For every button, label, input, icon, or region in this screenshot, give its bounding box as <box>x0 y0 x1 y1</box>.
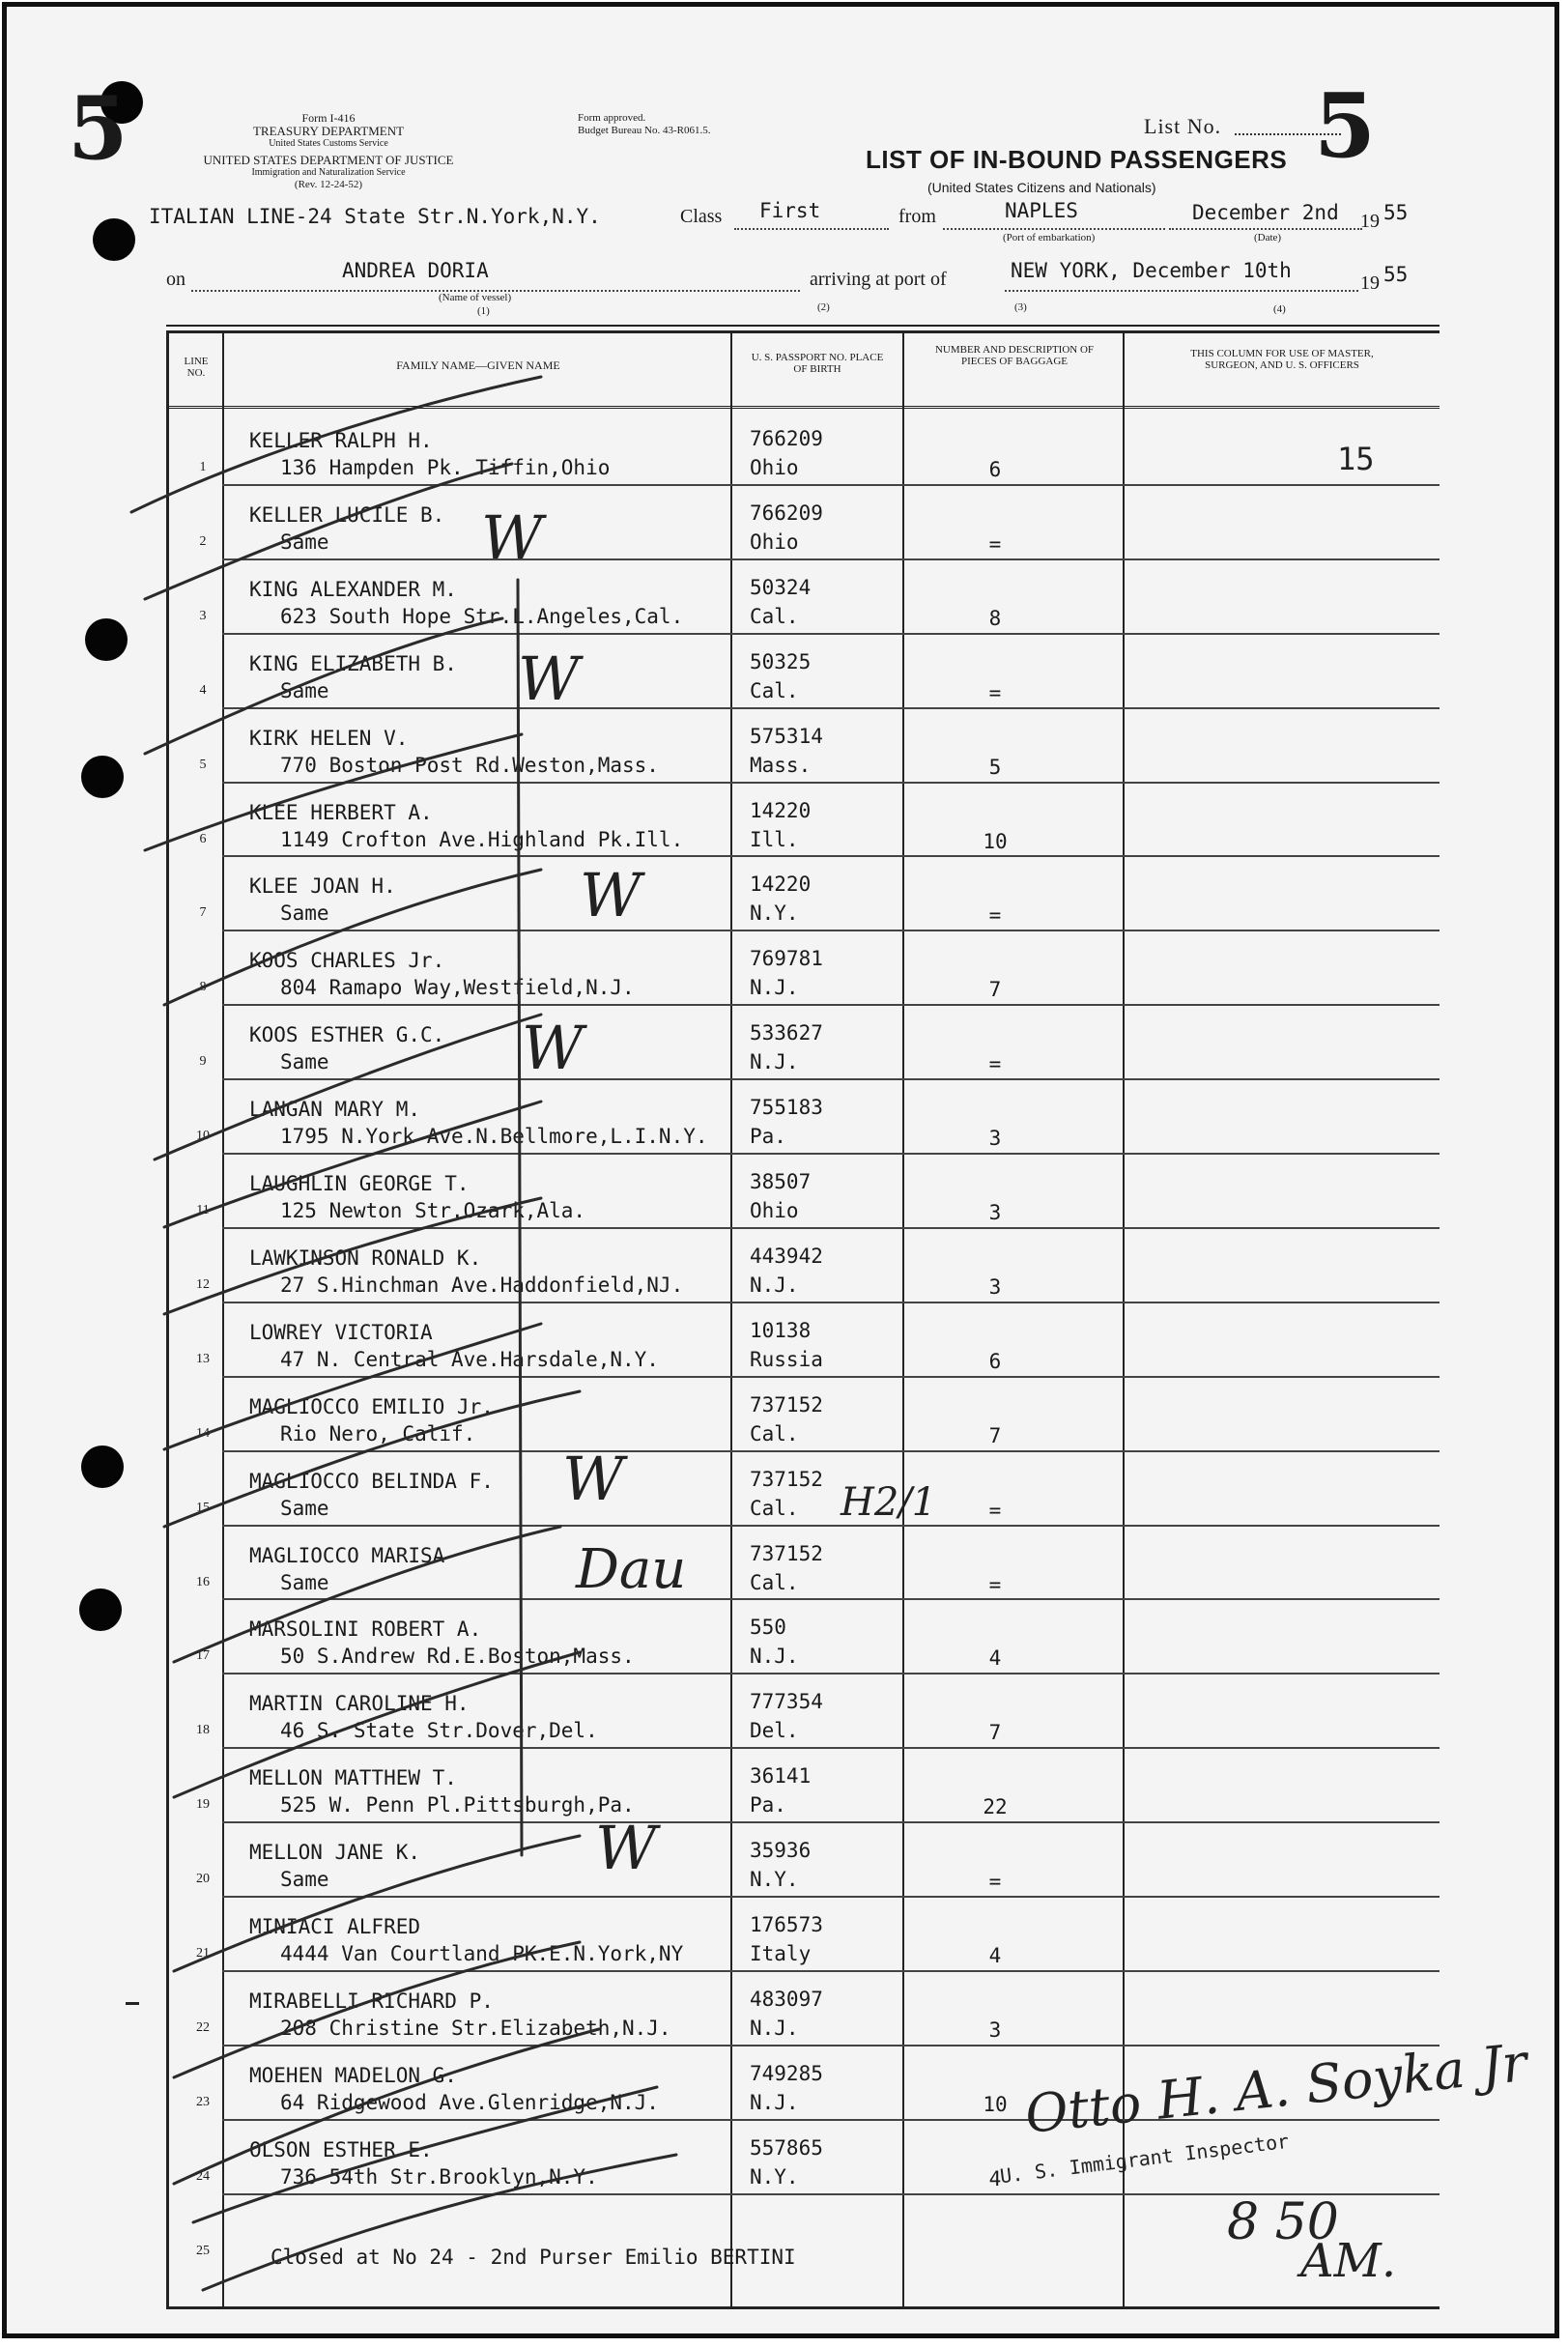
passport-number: 755183 <box>750 1096 823 1120</box>
line-number: 25 <box>196 2243 210 2258</box>
passenger-name: LAWKINSON RONALD K. <box>249 1245 482 1270</box>
passenger-address: 208 Christine Str.Elizabeth,N.J. <box>280 2016 671 2040</box>
passenger-address: 4444 Van Courtland PK.E.N.York,NY <box>280 1942 684 1965</box>
strike-stroke <box>164 1391 580 1527</box>
port-caption: (Port of embarkation) <box>1003 232 1096 243</box>
baggage-count: 3 <box>988 1201 1002 1224</box>
place-of-birth: Cal. <box>750 1496 799 1520</box>
baggage-count: 7 <box>988 1721 1002 1745</box>
passenger-address: Same <box>280 1570 329 1594</box>
passenger-address: Same <box>280 1496 329 1520</box>
arriving-label: arriving at port of <box>810 269 947 290</box>
passenger-name: MARSOLINI ROBERT A. <box>249 1617 482 1642</box>
passport-number: 766209 <box>750 501 823 525</box>
baggage-count: 6 <box>988 1349 1002 1373</box>
place-of-birth: Mass. <box>750 753 812 777</box>
date-caption: (Date) <box>1254 232 1282 243</box>
revision: (Rev. 12-24-52) <box>294 179 363 190</box>
baggage-count: = <box>988 1052 1002 1076</box>
place-of-birth: Cal. <box>750 1421 799 1445</box>
strike-stroke <box>164 1102 541 1227</box>
line-number: 22 <box>196 2019 210 2035</box>
strike-stroke <box>174 1942 580 2077</box>
line-number: 3 <box>199 608 207 623</box>
line-number: 12 <box>196 1276 210 1292</box>
passport-number: 777354 <box>750 1690 823 1714</box>
strike-stroke <box>174 1652 580 1797</box>
passport-number: 737152 <box>750 1392 823 1417</box>
place-of-birth: N.J. <box>750 1645 799 1669</box>
form-title: LIST OF IN-BOUND PASSENGERS <box>866 145 1288 174</box>
strike-stroke <box>131 377 541 512</box>
line-number: 18 <box>196 1723 210 1738</box>
passenger-address: Same <box>280 1868 329 1892</box>
ins-service: Immigration and Naturalization Service <box>251 167 406 178</box>
line-number: 9 <box>199 1054 207 1070</box>
line-number: 10 <box>196 1129 210 1144</box>
baggage-count: 7 <box>988 1423 1002 1447</box>
passport-number: 50324 <box>750 575 812 599</box>
on-label: on <box>166 269 185 290</box>
baggage-count: = <box>988 903 1002 928</box>
line-number: 4 <box>199 682 207 698</box>
vessel-caption: (Name of vessel) <box>439 292 512 303</box>
passport-number: 737152 <box>750 1467 823 1491</box>
line-number: 19 <box>196 1797 210 1813</box>
place-of-birth: Cal. <box>750 604 799 628</box>
place-of-birth: Pa. <box>750 1793 786 1817</box>
vessel-name: ANDREA DORIA <box>342 259 489 282</box>
handwritten-w: W <box>522 1013 584 1083</box>
form-approved: Form approved. <box>578 112 646 124</box>
strike-stroke <box>145 464 512 599</box>
place-of-birth: Del. <box>750 1719 799 1743</box>
handwritten-w: W <box>481 502 543 573</box>
line-number: 23 <box>196 2094 210 2109</box>
place-of-birth: N.J. <box>750 1050 799 1074</box>
passport-number: 533627 <box>750 1021 823 1045</box>
passport-number: 737152 <box>750 1541 823 1565</box>
form-subtitle: (United States Citizens and Nationals) <box>927 180 1156 195</box>
passenger-address: Same <box>280 678 329 702</box>
strike-stroke <box>203 2155 676 2290</box>
passenger-address: 525 W. Penn Pl.Pittsburgh,Pa. <box>280 1793 635 1817</box>
passport-number: 769781 <box>750 947 823 971</box>
col-header-line-no: LINE NO. <box>184 356 209 379</box>
baggage-count: = <box>988 1870 1002 1894</box>
passport-number: 36141 <box>750 1764 812 1789</box>
passenger-address: Same <box>280 1050 329 1074</box>
passenger-address: 623 South Hope Str.L.Angeles,Cal. <box>280 604 684 628</box>
baggage-count: 6 <box>988 458 1002 481</box>
passenger-name: KLEE JOAN H. <box>249 874 396 899</box>
class-label: Class <box>680 206 723 227</box>
page-number: 5 <box>68 77 128 180</box>
strike-stroke <box>193 2087 657 2222</box>
strike-stroke <box>164 1324 541 1449</box>
year-prefix: 19 <box>1360 211 1380 232</box>
budget-bureau: Budget Bureau No. 43-R061.5. <box>578 125 711 136</box>
passport-number: 10138 <box>750 1318 812 1342</box>
class-value: First <box>759 199 821 222</box>
passenger-name: KOOS CHARLES Jr. <box>249 949 445 973</box>
passenger-address: 136 Hampden Pk. Tiffin,Ohio <box>280 456 611 479</box>
strike-stroke <box>145 618 502 754</box>
list-no-value: 5 <box>1314 73 1377 178</box>
passenger-name: KELLER LUCILE B. <box>249 502 445 527</box>
officer-count: 15 <box>1337 441 1375 477</box>
place-of-birth: Cal. <box>750 1570 799 1594</box>
strike-stroke <box>155 1015 541 1159</box>
passport-number: 14220 <box>750 798 812 822</box>
passenger-name: LANGAN MARY M. <box>249 1098 421 1122</box>
port-of-embarkation: NAPLES <box>1005 199 1078 222</box>
passenger-name: LAUGHLIN GEORGE T. <box>249 1172 470 1195</box>
col-header-passport: U. S. PASSPORT NO. PLACE OF BIRTH <box>751 352 884 375</box>
handwritten-w: W <box>580 860 641 930</box>
place-of-birth: N.J. <box>750 2090 799 2114</box>
line-number: 14 <box>196 1425 210 1441</box>
closing-note: Closed at No 24 - 2nd Purser Emilio BERTINI <box>271 2246 796 2269</box>
passenger-address: 1149 Crofton Ave.Highland Pk.Ill. <box>280 827 684 851</box>
caption-2: (2) <box>817 301 830 313</box>
col-header-name: FAMILY NAME—GIVEN NAME <box>396 358 560 372</box>
handwritten-w: W <box>562 1444 624 1514</box>
strike-stroke <box>164 1198 541 1314</box>
passenger-name: MELLON MATTHEW T. <box>249 1766 457 1790</box>
baggage-count: 3 <box>988 1127 1002 1151</box>
place-of-birth: Italy <box>750 1942 812 1965</box>
caption-3: (3) <box>1014 301 1027 313</box>
baggage-count: 5 <box>988 755 1002 779</box>
passenger-address: 1795 N.York Ave.N.Bellmore,L.I.N.Y. <box>280 1125 708 1149</box>
strike-stroke <box>145 734 522 850</box>
departure-date: December 2nd <box>1192 201 1339 224</box>
strike-stroke <box>518 580 522 1855</box>
passport-number: 38507 <box>750 1170 812 1193</box>
passenger-address: Same <box>280 902 329 926</box>
baggage-count: 4 <box>988 1646 1002 1671</box>
passenger-address: 125 Newton Str.Ozark,Ala. <box>280 1199 586 1222</box>
baggage-count: 10 <box>983 2092 1008 2116</box>
place-of-birth: Ohio <box>750 530 799 554</box>
passenger-name: KING ELIZABETH B. <box>249 651 457 675</box>
place-of-birth: N.Y. <box>750 1868 799 1892</box>
line-number: 17 <box>196 1648 210 1664</box>
baggage-count: = <box>988 680 1002 704</box>
handwritten-time: 8 50 <box>1227 2193 1339 2251</box>
place-of-birth: N.J. <box>750 976 799 1000</box>
place-of-birth: Pa. <box>750 1125 786 1149</box>
department: TREASURY DEPARTMENT <box>252 124 405 138</box>
baggage-count: 3 <box>988 2018 1002 2042</box>
passport-number: 557865 <box>750 2135 823 2160</box>
passenger-name: MINIACI ALFRED <box>249 1915 421 1938</box>
passenger-name: MARTIN CAROLINE H. <box>249 1692 470 1716</box>
passenger-name: LOWREY VICTORIA <box>249 1320 433 1344</box>
line-number: 24 <box>196 2168 210 2184</box>
col-header-baggage: NUMBER AND DESCRIPTION OF PIECES OF BAGGAGE <box>934 344 1095 367</box>
baggage-count: 3 <box>988 1274 1002 1299</box>
handwritten-dau: Dau <box>576 1538 687 1601</box>
passenger-name: MOEHEN MADELON G. <box>249 2063 457 2087</box>
passport-number: 176573 <box>750 1913 823 1936</box>
line-number: 6 <box>199 831 207 846</box>
passenger-name: KELLER RALPH H. <box>249 429 433 452</box>
passenger-address: Same <box>280 530 329 554</box>
handwritten-w: W <box>518 644 580 714</box>
baggage-count: = <box>988 1572 1002 1596</box>
baggage-count: 4 <box>988 2166 1002 2190</box>
handwritten-h: H2/1 <box>841 1480 937 1525</box>
passenger-address: Rio Nero, Calif. <box>280 1421 476 1445</box>
passenger-name: MAGLIOCCO BELINDA F. <box>249 1469 494 1493</box>
inspector-title: U. S. Immigrant Inspector <box>998 2129 1291 2189</box>
passenger-name: KING ALEXANDER M. <box>249 577 457 601</box>
justice-dept: UNITED STATES DEPARTMENT OF JUSTICE <box>203 153 454 167</box>
passenger-name: MELLON JANE K. <box>249 1841 421 1865</box>
passenger-name: MIRABELLI RICHARD P. <box>249 1989 494 2013</box>
baggage-count: = <box>988 531 1002 556</box>
baggage-count: 4 <box>988 1944 1002 1967</box>
passenger-address: 50 S.Andrew Rd.E.Boston,Mass. <box>280 1645 635 1669</box>
place-of-birth: N.J. <box>750 2016 799 2040</box>
strike-stroke <box>174 1527 560 1662</box>
passport-number: 35936 <box>750 1839 812 1863</box>
passport-number: 766209 <box>750 427 823 450</box>
line-number: 5 <box>199 757 207 772</box>
strike-stroke <box>164 870 541 1005</box>
passenger-name: MAGLIOCCO EMILIO Jr. <box>249 1394 494 1418</box>
line-number: 16 <box>196 1574 210 1589</box>
passport-number: 443942 <box>750 1244 823 1268</box>
place-of-birth: Ohio <box>750 1199 799 1222</box>
passenger-name: MAGLIOCCO MARISA <box>249 1543 445 1567</box>
place-of-birth: Ill. <box>750 827 799 851</box>
place-of-birth: Cal. <box>750 678 799 702</box>
arrival-year-prefix: 19 <box>1360 272 1380 294</box>
year-suffix: 55 <box>1383 201 1409 224</box>
line-number: 20 <box>196 1872 210 1887</box>
line-number: 11 <box>196 1203 210 1217</box>
passport-number: 483097 <box>750 1987 823 2011</box>
line-number: 15 <box>196 1500 210 1515</box>
from-label: from <box>898 206 936 227</box>
passport-number: 14220 <box>750 873 812 897</box>
passport-number: 749285 <box>750 2061 823 2085</box>
line-number: 8 <box>199 980 207 995</box>
line-number: 1 <box>199 460 207 474</box>
customs-service: United States Customs Service <box>269 138 388 149</box>
arrival-year-suffix: 55 <box>1383 263 1409 286</box>
passenger-address: 47 N. Central Ave.Harsdale,N.Y. <box>280 1347 659 1371</box>
place-of-birth: N.Y. <box>750 902 799 926</box>
inspector-signature: Otto H. A. Soyka Jr <box>1022 2031 1530 2146</box>
list-no-label: List No. <box>1144 114 1222 138</box>
col-header-officers: THIS COLUMN FOR USE OF MASTER, SURGEON, AND U. S. OFFICERS <box>1190 348 1374 371</box>
passenger-name: KOOS ESTHER G.C. <box>249 1023 445 1047</box>
caption-1: (1) <box>477 305 490 317</box>
baggage-count: 10 <box>983 829 1008 853</box>
handwritten-w: W <box>595 1813 657 1883</box>
passenger-name: OLSON ESTHER E. <box>249 2137 433 2161</box>
baggage-count: 8 <box>988 606 1002 630</box>
caption-4: (4) <box>1273 303 1286 315</box>
place-of-birth: N.Y. <box>750 2164 799 2189</box>
passenger-address: 46 S. State Str.Dover,Del. <box>280 1719 598 1743</box>
line-number: 13 <box>196 1351 210 1366</box>
passport-number: 575314 <box>750 724 823 748</box>
passenger-name: KIRK HELEN V. <box>249 726 409 750</box>
passenger-address: 27 S.Hinchman Ave.Haddonfield,NJ. <box>280 1273 684 1297</box>
passport-number: 550 <box>750 1616 786 1640</box>
baggage-count: 22 <box>983 1795 1008 1819</box>
arrival-port-date: NEW YORK, December 10th <box>1011 259 1292 282</box>
form-number: Form I-416 <box>301 111 356 125</box>
line-number: 7 <box>199 905 207 921</box>
place-of-birth: Russia <box>750 1347 823 1371</box>
passenger-address: 64 Ridgewood Ave.Glenridge,N.J. <box>280 2090 659 2114</box>
line-number: 2 <box>199 533 207 549</box>
passenger-address: 770 Boston Post Rd.Weston,Mass. <box>280 753 659 777</box>
strike-stroke <box>174 1836 580 1971</box>
passenger-name: KLEE HERBERT A. <box>249 800 433 824</box>
passport-number: 50325 <box>750 649 812 673</box>
shipping-line: ITALIAN LINE-24 State Str.N.York,N.Y. <box>149 205 601 228</box>
passenger-address: 736 54th Str.Brooklyn,N.Y. <box>280 2164 598 2189</box>
passenger-address: 804 Ramapo Way,Westfield,N.J. <box>280 976 635 1000</box>
baggage-count: = <box>988 1498 1002 1522</box>
line-number: 21 <box>196 1946 210 1961</box>
place-of-birth: Ohio <box>750 456 799 479</box>
baggage-count: 7 <box>988 978 1002 1002</box>
handwritten-ampm: AM. <box>1300 2234 1397 2288</box>
place-of-birth: N.J. <box>750 1273 799 1297</box>
